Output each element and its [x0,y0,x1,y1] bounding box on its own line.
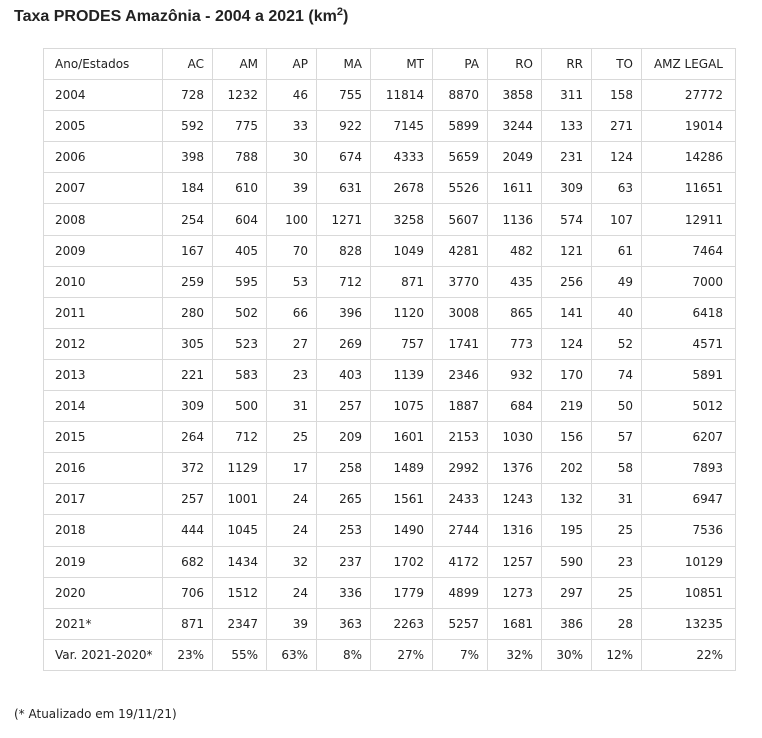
table-cell: 1779 [371,577,433,608]
table-cell: 63 [592,173,642,204]
table-row [44,359,736,390]
row-label-cell: 2018 [44,515,163,546]
column-header: AC [163,49,213,80]
table-cell: 269 [317,328,371,359]
table-cell: 1049 [371,235,433,266]
row-label-cell: 2019 [44,546,163,577]
table-cell: 3244 [488,111,542,142]
table-row [44,204,736,235]
table-cell: 158 [592,80,642,111]
column-header: Ano/Estados [44,49,163,80]
table-cell: 2346 [433,359,488,390]
table-cell: 775 [213,111,267,142]
table-cell: 2347 [213,608,267,639]
table-cell: 3258 [371,204,433,235]
table-cell: 1601 [371,422,433,453]
table-cell: 40 [592,297,642,328]
table-cell: 2153 [433,422,488,453]
table-cell: 66 [267,297,317,328]
row-label-cell: 2006 [44,142,163,173]
table-cell: 5257 [433,608,488,639]
table-cell: 363 [317,608,371,639]
table-cell: 674 [317,142,371,173]
table-cell: 12% [592,639,642,670]
table-cell: 2433 [433,484,488,515]
table-row [44,80,736,111]
table-cell: 865 [488,297,542,328]
table-cell: 336 [317,577,371,608]
table-cell: 2049 [488,142,542,173]
table-cell: 124 [542,328,592,359]
table-cell: 258 [317,453,371,484]
table-cell: 828 [317,235,371,266]
table-cell: 27% [371,639,433,670]
row-label-cell: 2014 [44,391,163,422]
table-cell: 1139 [371,359,433,390]
title-text: Taxa PRODES Amazônia - 2004 a 2021 (km [14,8,337,25]
table-cell: 1136 [488,204,542,235]
table-cell: 1120 [371,297,433,328]
table-header [44,49,736,80]
table-cell: 1257 [488,546,542,577]
table-cell: 932 [488,359,542,390]
table-row [44,484,736,515]
table-cell: 209 [317,422,371,453]
table-cell: 1273 [488,577,542,608]
table-cell: 167 [163,235,213,266]
table-cell: 27772 [642,80,736,111]
table-cell: 31 [267,391,317,422]
table-cell: 30% [542,639,592,670]
table-cell: 311 [542,80,592,111]
title-close: ) [342,8,349,25]
table-cell: 202 [542,453,592,484]
table-cell: 1045 [213,515,267,546]
table-cell: 2992 [433,453,488,484]
table-cell: 309 [542,173,592,204]
table-cell: 5526 [433,173,488,204]
table-cell: 305 [163,328,213,359]
table-cell: 574 [542,204,592,235]
table-cell: 25 [592,515,642,546]
table-cell: 7536 [642,515,736,546]
table-cell: 4172 [433,546,488,577]
table-cell: 1887 [433,391,488,422]
table-row [44,577,736,608]
table-cell: 1075 [371,391,433,422]
row-label-cell: 2009 [44,235,163,266]
table-cell: 107 [592,204,642,235]
table-cell: 23 [267,359,317,390]
table-cell: 1434 [213,546,267,577]
table-cell: 583 [213,359,267,390]
table-cell: 30 [267,142,317,173]
table-cell: 184 [163,173,213,204]
table-cell: 1001 [213,484,267,515]
table-cell: 46 [267,80,317,111]
column-header: RO [488,49,542,80]
table-cell: 3770 [433,266,488,297]
table-row [44,235,736,266]
column-header: MT [371,49,433,80]
table-cell: 788 [213,142,267,173]
table-cell: 1702 [371,546,433,577]
table-cell: 259 [163,266,213,297]
table-cell: 398 [163,142,213,173]
table-cell: 257 [317,391,371,422]
table-cell: 1316 [488,515,542,546]
row-label-cell: Var. 2021-2020* [44,639,163,670]
table-cell: 70 [267,235,317,266]
row-label-cell: 2008 [44,204,163,235]
table-cell: 257 [163,484,213,515]
table-cell: 595 [213,266,267,297]
table-cell: 2744 [433,515,488,546]
table-cell: 31 [592,484,642,515]
table-cell: 604 [213,204,267,235]
row-label-cell: 2005 [44,111,163,142]
table-cell: 253 [317,515,371,546]
table-cell: 444 [163,515,213,546]
table-cell: 39 [267,173,317,204]
table-cell: 1741 [433,328,488,359]
row-label-cell: 2010 [44,266,163,297]
table-cell: 372 [163,453,213,484]
row-label-cell: 2013 [44,359,163,390]
table-cell: 24 [267,484,317,515]
title-superscript: 2 [336,6,343,18]
table-row [44,391,736,422]
table-cell: 297 [542,577,592,608]
table-cell: 500 [213,391,267,422]
table-cell: 12911 [642,204,736,235]
table-cell: 757 [371,328,433,359]
table-row [44,422,736,453]
table-cell: 1129 [213,453,267,484]
table-cell: 4333 [371,142,433,173]
table-row [44,546,736,577]
row-label-cell: 2004 [44,80,163,111]
table-cell: 386 [542,608,592,639]
table-cell: 271 [592,111,642,142]
table-cell: 57 [592,422,642,453]
column-header: RR [542,49,592,80]
table-cell: 5607 [433,204,488,235]
table-cell: 755 [317,80,371,111]
table-cell: 25 [267,422,317,453]
column-header: AP [267,49,317,80]
table-row [44,173,736,204]
table-cell: 1271 [317,204,371,235]
table-cell: 5659 [433,142,488,173]
table-cell: 133 [542,111,592,142]
column-header: MA [317,49,371,80]
table-cell: 6207 [642,422,736,453]
table-cell: 170 [542,359,592,390]
prodes-table [43,48,736,671]
table-cell: 55% [213,639,267,670]
table-cell: 4281 [433,235,488,266]
table-cell: 5012 [642,391,736,422]
table-cell: 435 [488,266,542,297]
table-cell: 922 [317,111,371,142]
table-cell: 11651 [642,173,736,204]
table-cell: 8% [317,639,371,670]
table-cell: 23 [592,546,642,577]
table-cell: 7000 [642,266,736,297]
table-cell: 28 [592,608,642,639]
table-cell: 237 [317,546,371,577]
table-cell: 33 [267,111,317,142]
table-cell: 265 [317,484,371,515]
row-label-cell: 2007 [44,173,163,204]
footnote: (* Atualizado em 19/11/21) [14,707,177,721]
table-cell: 141 [542,297,592,328]
table-cell: 132 [542,484,592,515]
table-cell: 4899 [433,577,488,608]
table-cell: 1490 [371,515,433,546]
table-cell: 39 [267,608,317,639]
table-cell: 1512 [213,577,267,608]
row-label-cell: 2012 [44,328,163,359]
table-row [44,453,736,484]
table-cell: 482 [488,235,542,266]
table-cell: 706 [163,577,213,608]
row-label-cell: 2016 [44,453,163,484]
table-cell: 219 [542,391,592,422]
table-cell: 10851 [642,577,736,608]
table-cell: 592 [163,111,213,142]
row-label-cell: 2015 [44,422,163,453]
table-cell: 712 [317,266,371,297]
table-cell: 156 [542,422,592,453]
column-header: AM [213,49,267,80]
table-row [44,297,736,328]
table-cell: 871 [163,608,213,639]
row-label-cell: 2017 [44,484,163,515]
table-cell: 53 [267,266,317,297]
table-cell: 1232 [213,80,267,111]
table-cell: 4571 [642,328,736,359]
table-cell: 1681 [488,608,542,639]
table-cell: 405 [213,235,267,266]
table-cell: 17 [267,453,317,484]
table-cell: 121 [542,235,592,266]
table-cell: 1561 [371,484,433,515]
table-cell: 728 [163,80,213,111]
table-cell: 5899 [433,111,488,142]
table-cell: 24 [267,577,317,608]
table-cell: 63% [267,639,317,670]
table-cell: 195 [542,515,592,546]
column-header: AMZ LEGAL [642,49,736,80]
table-cell: 773 [488,328,542,359]
table-cell: 32 [267,546,317,577]
table-cell: 2263 [371,608,433,639]
table-cell: 3858 [488,80,542,111]
table-cell: 5891 [642,359,736,390]
table-cell: 58 [592,453,642,484]
table-cell: 1030 [488,422,542,453]
table-cell: 1611 [488,173,542,204]
column-header: TO [592,49,642,80]
table-cell: 7464 [642,235,736,266]
table-cell: 502 [213,297,267,328]
table-cell: 684 [488,391,542,422]
table-row [44,142,736,173]
table-cell: 100 [267,204,317,235]
table-cell: 7893 [642,453,736,484]
table-cell: 23% [163,639,213,670]
header-row [44,49,736,80]
table-row [44,328,736,359]
table-cell: 631 [317,173,371,204]
table-cell: 13235 [642,608,736,639]
column-header: PA [433,49,488,80]
table-cell: 8870 [433,80,488,111]
table-row [44,266,736,297]
table-cell: 682 [163,546,213,577]
table-cell: 19014 [642,111,736,142]
table-cell: 50 [592,391,642,422]
table-cell: 124 [592,142,642,173]
table-cell: 1243 [488,484,542,515]
table-cell: 396 [317,297,371,328]
table-cell: 403 [317,359,371,390]
table-cell: 610 [213,173,267,204]
table-cell: 27 [267,328,317,359]
table-body [44,80,736,671]
table-row [44,608,736,639]
table-cell: 1376 [488,453,542,484]
table-cell: 254 [163,204,213,235]
table-cell: 24 [267,515,317,546]
table-cell: 2678 [371,173,433,204]
table-cell: 52 [592,328,642,359]
table-cell: 309 [163,391,213,422]
table-row [44,639,736,670]
table-row [44,515,736,546]
table-cell: 256 [542,266,592,297]
table-cell: 523 [213,328,267,359]
table-cell: 7% [433,639,488,670]
table-cell: 221 [163,359,213,390]
table-row [44,111,736,142]
table-cell: 32% [488,639,542,670]
row-label-cell: 2020 [44,577,163,608]
table-cell: 6418 [642,297,736,328]
table-cell: 10129 [642,546,736,577]
table-cell: 712 [213,422,267,453]
table-cell: 264 [163,422,213,453]
table-cell: 1489 [371,453,433,484]
table-cell: 3008 [433,297,488,328]
table-cell: 7145 [371,111,433,142]
table-cell: 61 [592,235,642,266]
row-label-cell: 2021* [44,608,163,639]
table-cell: 22% [642,639,736,670]
table-cell: 49 [592,266,642,297]
table-cell: 14286 [642,142,736,173]
table-cell: 871 [371,266,433,297]
row-label-cell: 2011 [44,297,163,328]
table-cell: 590 [542,546,592,577]
table-cell: 74 [592,359,642,390]
table-cell: 231 [542,142,592,173]
table-cell: 280 [163,297,213,328]
table-cell: 11814 [371,80,433,111]
table-cell: 25 [592,577,642,608]
table-cell: 6947 [642,484,736,515]
page-title [14,8,348,26]
